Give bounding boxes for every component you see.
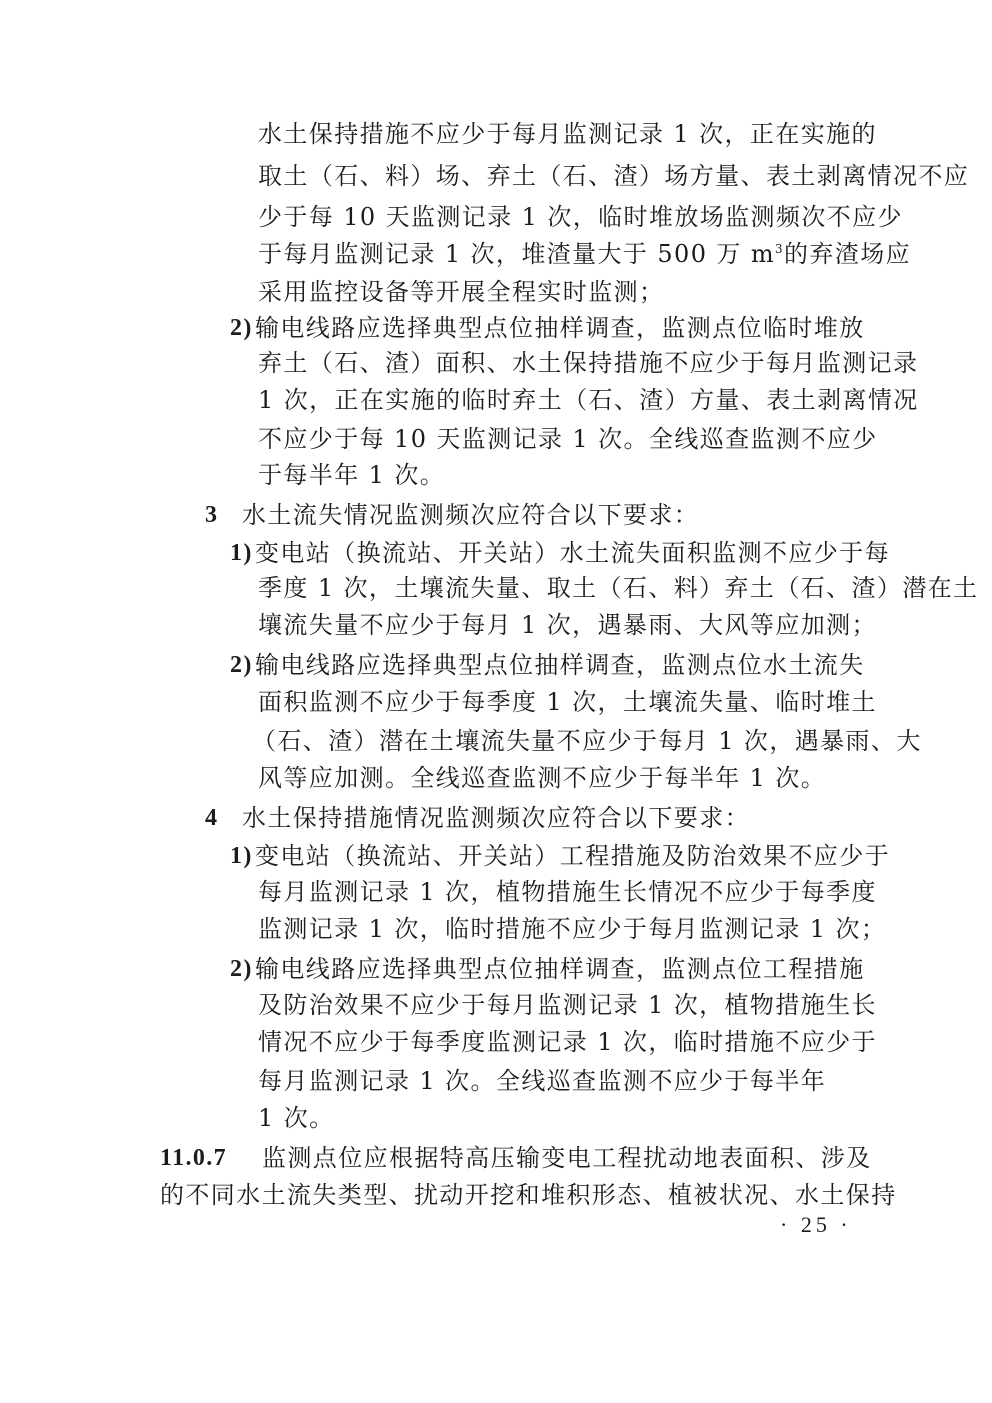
text-line: 水土流失情况监测频次应符合以下要求： [242,501,700,529]
page-number: · 25 · [780,1212,852,1237]
text-line: 及防治效果不应少于每月监测记录 1 次，植物措施生长 [258,991,877,1019]
text-line: 采用监控设备等开展全程实时监测； [258,278,665,306]
superscript: 3 [774,242,785,256]
list-marker: 1) [230,843,253,869]
text-line: 监测点位应根据特高压输变电工程扰动地表面积、涉及 [262,1144,872,1172]
text-line: 少于每 10 天监测记录 1 次，临时堆放场监测频次不应少 [258,203,903,231]
text-line: 1 次，正在实施的临时弃土（石、渣）方量、表土剥离情况 [258,386,919,414]
text-line: 变电站（换流站、开关站）工程措施及防治效果不应少于 [255,842,890,870]
text-segment: 于每月监测记录 1 次，堆渣量大于 500 万 m [258,240,775,268]
list-marker: 1) [230,540,253,566]
text-line: 于每半年 1 次。 [258,461,446,489]
text-line: 输电线路应选择典型点位抽样调查，监测点位临时堆放 [255,314,865,342]
text-line: 每月监测记录 1 次。全线巡查监测不应少于每半年 [258,1067,827,1095]
list-marker: 2) [230,315,253,341]
text-line: 面积监测不应少于每季度 1 次，土壤流失量、临时堆土 [258,688,877,716]
text-line: 弃土（石、渣）面积、水土保持措施不应少于每月监测记录 [258,349,919,377]
text-line: 1 次。 [258,1104,335,1132]
text-line [258,236,911,272]
text-line: 季度 1 次，土壤流失量、取土（石、料）弃土（石、渣）潜在土 [258,574,979,602]
list-marker: 2) [230,956,253,982]
text-line: 每月监测记录 1 次，植物措施生长情况不应少于每季度 [258,878,877,906]
text-line: 变电站（换流站、开关站）水土流失面积监测不应少于每 [255,539,890,567]
clause-number: 4 [205,805,219,831]
text-line: 不应少于每 10 天监测记录 1 次。全线巡查监测不应少 [258,425,878,453]
text-line: 输电线路应选择典型点位抽样调查，监测点位工程措施 [255,955,865,983]
text-line: 水土保持措施不应少于每月监测记录 1 次，正在实施的 [258,120,877,148]
clause-number: 3 [205,502,219,528]
text-line: 壤流失量不应少于每月 1 次，遇暴雨、大风等应加测； [258,611,877,639]
clause-number: 11.0.7 [160,1145,228,1171]
text-line: 的不同水土流失类型、扰动开挖和堆积形态、植被状况、水土保持 [160,1181,897,1209]
text-line: 水土保持措施情况监测频次应符合以下要求： [242,804,750,832]
text-line: 情况不应少于每季度监测记录 1 次，临时措施不应少于 [258,1028,877,1056]
text-segment: 的弃渣场应 [784,240,912,268]
text-line: 取土（石、料）场、弃土（石、渣）场方量、表土剥离情况不应 [258,162,970,190]
text-line: 监测记录 1 次，临时措施不应少于每月监测记录 1 次； [258,915,887,943]
text-line: （石、渣）潜在土壤流失量不应少于每月 1 次，遇暴雨、大 [252,727,922,755]
list-marker: 2) [230,652,253,678]
text-line: 输电线路应选择典型点位抽样调查，监测点位水土流失 [255,651,865,679]
text-line: 风等应加测。全线巡查监测不应少于每半年 1 次。 [258,764,827,792]
